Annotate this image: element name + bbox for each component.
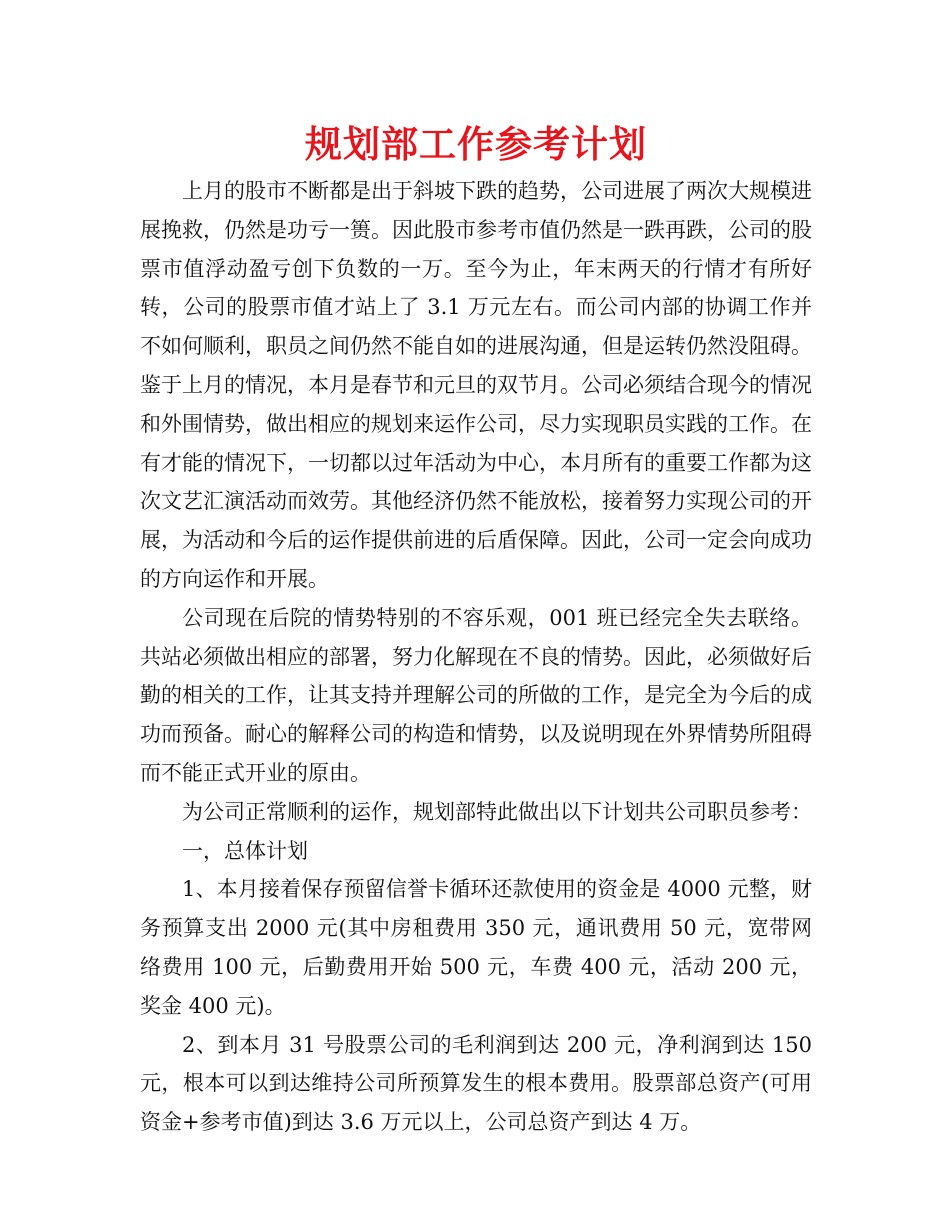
paragraph-plan-intro: 为公司正常顺利的运作，规划部特此做出以下计划共公司职员参考：: [182, 799, 812, 824]
plan-item-1: 1、本月接着保存预留信誉卡循环还款使用的资金是 4000 元整，财务预算支出 2000 元(其中房租费用 350 元，通讯费用 50 元，宽带网络费用 100 元，后勤费用开始 500 元，车费 400 元，活动 200 元，奖金 400 元)。: [140, 877, 812, 1018]
paragraph-market-review: 上月的股市不断都是出于斜坡下跌的趋势，公司进展了两次大规模进展挽救，仍然是功亏一篑。因此股市参考市值仍然是一跌再跌，公司的股票市值浮动盈亏创下负数的一万。至今为止，年末两天的行情才有所好转，公司的股票市值才站上了 3.1 万元左右。而公司内部的协调工作并不如何顺利，职员之间仍然不能自如的进展沟通，但是运转仍然没阻碍。鉴于上月的情况，本月是春节和元旦的双节月。公司必须结合现今的情况和外围情势，做出相应的规划来运作公司，尽力实现职员实践的工作。在有才能的情况下，一切都以过年活动为中心，本月所有的重要工作都为这次文艺汇演活动而效劳。其他经济仍然不能放松，接着努力实现公司的开展，为活动和今后的运作提供前进的后盾保障。因此，公司一定会向成功的方向运作和开展。: [140, 179, 812, 591]
paragraph-company-situation: 公司现在后院的情势特别的不容乐观，001 班已经完全失去联络。共站必须做出相应的部署，努力化解现在不良的情势。因此，必须做好后勤的相关的工作，让其支持并理解公司的所做的工作，是完全为今后的成功而预备。耐心的解释公司的构造和情势，以及说明现在外界情势所阻碍而不能正式开业的原由。: [140, 605, 812, 785]
section-heading-overall-plan: 一，总体计划: [182, 838, 308, 863]
document-title: 规划部工作参考计划: [305, 122, 647, 166]
document-page: [140, 118, 812, 1142]
plan-item-2: 2、到本月 31 号股票公司的毛利润到达 200 元，净利润到达 150 元，根本可以到达维持公司所预算发生的根本费用。股票部总资产(可用资金+参考市值)到达 3.6 万元以上，公司总资产到达 4 万。: [140, 1032, 812, 1135]
